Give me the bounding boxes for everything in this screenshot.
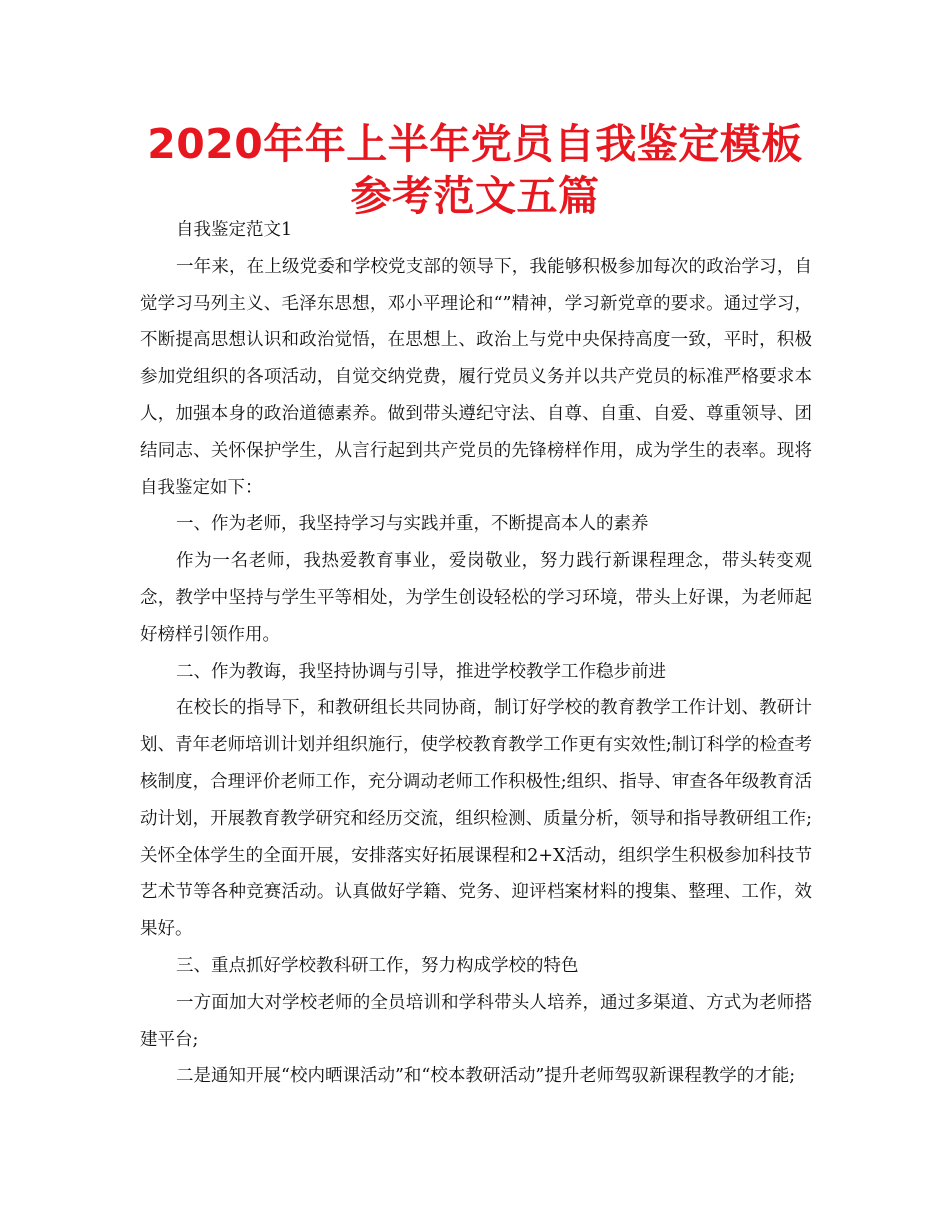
paragraph-section-3a: 一方面加大对学校老师的全员培训和学科带头人培养，通过多渠道、方式为老师搭建平台; (140, 992, 812, 1050)
section-label: 自我鉴定范文1 (176, 220, 293, 240)
document-title: 2020年年上半年党员自我鉴定模板参考范文五篇 (147, 120, 803, 220)
section-heading-1: 一、作为老师，我坚持学习与实践并重，不断提高本人的素养 (176, 514, 649, 535)
section-heading-2: 二、作为教诲，我坚持协调与引导，推进学校教学工作稳步前进 (176, 661, 666, 682)
document-body (140, 212, 812, 1095)
paragraph-section-1: 作为一名老师，我热爱教育事业，爱岗敬业，努力践行新课程理念，带头转变观念，教学中坚持与学生平等相处，为学生创设轻松的学习环境，带头上好课，为老师起好榜样引领作用。 (140, 551, 812, 645)
paragraph-intro: 一年来，在上级党委和学校党支部的领导下，我能够积极参加每次的政治学习，自觉学习马列主义、毛泽东思想，邓小平理论和“”精神，学习新党章的要求。通过学习，不断提高思想认识和政治觉悟，在思想上、政治上与党中央保持高度一致，平时，积极参加党组织的各项活动，自觉交纳党费，履行党员义务并以共产党员的标准严格要求本人，加强本身的政治道德素养。做到带头遵纪守法、自尊、自重、自爱、尊重领导、团结同志、关怀保护学生，从言行起到共产党员的先锋榜样作用，成为学生的表率。现将自我鉴定如下： (140, 256, 812, 498)
paragraph-section-3b: 二是通知开展“校内晒课活动”和“校本教研活动”提升老师驾驭新课程教学的才能; (176, 1066, 796, 1087)
paragraph-section-2: 在校长的指导下，和教研组长共同协商，制订好学校的教育教学工作计划、教研计划、青年老师培训计划并组织施行，使学校教育教学工作更有实效性;制订科学的检查考核制度，合理评价老师工作，充分调动老师工作积极性;组织、指导、审查各年级教育活动计划，开展教育教学研究和经历交流，组织检测、质量分析，领导和指导教研组工作;关怀全体学生的全面开展，安排落实好拓展课程和2+X活动，组织学生积极参加科技节艺术节等各种竞赛活动。认真做好学籍、党务、迎评档案材料的搜集、整理、工作，效果好。 (140, 698, 812, 940)
section-heading-3: 三、重点抓好学校教科研工作，努力构成学校的特色 (176, 955, 579, 976)
